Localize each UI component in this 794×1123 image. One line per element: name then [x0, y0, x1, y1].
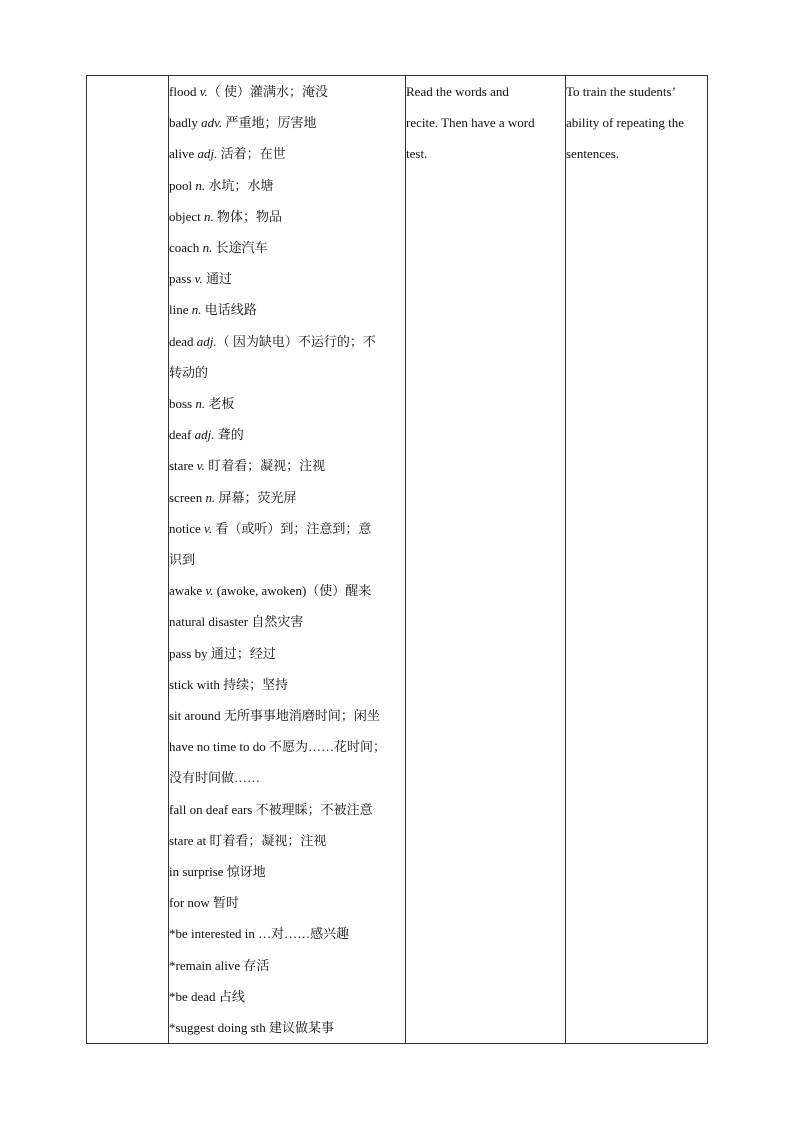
vocab-word: stick with	[169, 676, 220, 692]
vocab-line	[169, 606, 405, 637]
purpose-line: ability of repeating the	[566, 115, 685, 131]
vocab-meaning: 老板	[205, 396, 235, 412]
vocab-meaning: 暂时	[209, 895, 240, 911]
vocab-part-of-speech: adj.	[194, 427, 215, 443]
vocab-line	[169, 76, 405, 107]
vocab-line	[169, 419, 405, 450]
vocab-meaning: 聋的	[214, 427, 244, 443]
vocab-line	[169, 669, 405, 700]
vocab-word: stare	[169, 458, 194, 474]
vocab-word: line	[169, 302, 189, 318]
vocab-word: *remain alive	[169, 957, 241, 973]
vocab-word: stare at	[169, 832, 207, 848]
vocab-meaning: 严重地；厉害地	[222, 115, 317, 131]
vocab-line	[169, 1012, 405, 1043]
vocab-line	[169, 700, 405, 731]
vocab-part-of-speech: v.	[194, 271, 203, 287]
vocab-meaning: …对……感兴趣	[254, 926, 350, 942]
vocab-part-of-speech: adv.	[201, 115, 223, 131]
vocab-word: screen	[169, 489, 203, 505]
vocab-meaning: 通过	[202, 271, 232, 287]
vocab-part-of-speech: n.	[195, 396, 206, 412]
vocab-line	[169, 575, 405, 606]
lesson-plan-table	[86, 75, 708, 1044]
vocab-meaning: 盯着看；凝视；注视	[204, 458, 326, 474]
activity-line: recite. Then have a word	[406, 115, 535, 131]
vocab-line	[169, 544, 405, 575]
vocab-line	[169, 294, 405, 325]
vocab-meaning: 识到	[169, 552, 196, 568]
vocab-part-of-speech: v.	[199, 84, 208, 99]
vocab-word: notice	[169, 520, 201, 536]
purpose-line: To train the students’	[566, 84, 676, 99]
vocab-word: have no time to do	[169, 739, 266, 755]
vocab-word: object	[169, 208, 201, 224]
vocab-line	[169, 950, 405, 981]
vocab-line	[169, 482, 405, 513]
vocab-word: alive	[169, 146, 195, 162]
vocab-line	[169, 107, 405, 138]
vocab-line	[169, 170, 405, 201]
vocab-word: *be dead	[169, 988, 216, 1004]
vocab-line	[169, 450, 405, 481]
vocab-meaning: （ 因为缺电）不运行的；不	[216, 333, 376, 349]
vocab-word: pass by	[169, 645, 208, 661]
vocab-meaning: 持续；坚持	[219, 676, 289, 692]
vocab-part-of-speech: v.	[205, 583, 214, 599]
vocab-meaning: 盯着看；凝视；注视	[206, 832, 327, 848]
vocab-word: pass	[169, 271, 192, 287]
vocab-line	[169, 326, 405, 357]
vocab-part-of-speech: n.	[205, 489, 216, 505]
table-row	[87, 76, 708, 1044]
activity-cell	[406, 76, 566, 1044]
vocab-part-of-speech: v.	[196, 458, 205, 474]
vocab-word: for now	[169, 895, 210, 911]
vocab-part-of-speech: n.	[191, 302, 202, 318]
vocab-word: dead	[169, 333, 194, 349]
vocab-part-of-speech: adj.	[197, 146, 218, 162]
vocab-part-of-speech: n.	[202, 240, 213, 256]
vocab-part-of-speech: adj.	[196, 333, 217, 349]
vocab-meaning: 看（或听）到；注意到；意	[212, 520, 372, 536]
vocab-word: flood	[169, 84, 197, 99]
vocab-meaning: (awoke, awoken)（使）醒来	[213, 583, 372, 599]
vocab-line	[169, 388, 405, 419]
vocab-word: *suggest doing sth	[169, 1020, 266, 1036]
purpose-line: sentences.	[566, 146, 620, 162]
vocab-meaning: 不被理睬；不被注意	[252, 801, 373, 817]
vocab-meaning: （ 使）灌满水；淹没	[207, 84, 329, 99]
vocab-meaning: 活着；在世	[217, 146, 286, 162]
vocab-meaning: 建议做某事	[265, 1020, 335, 1036]
vocab-line	[169, 513, 405, 544]
vocab-line	[169, 731, 405, 762]
vocab-part-of-speech: v.	[204, 520, 213, 536]
vocab-line	[169, 232, 405, 263]
vocabulary-cell	[169, 76, 406, 1044]
activity-line: Read the words and	[406, 84, 509, 99]
vocab-meaning: 占线	[215, 988, 245, 1004]
vocab-meaning: 水坑；水塘	[205, 177, 274, 193]
vocab-line	[169, 138, 405, 169]
vocab-word: deaf	[169, 427, 192, 443]
vocab-line	[169, 762, 405, 793]
vocab-line	[169, 981, 405, 1012]
vocab-meaning: 惊讶地	[223, 864, 266, 880]
vocab-line	[169, 201, 405, 232]
vocab-line	[169, 638, 405, 669]
vocab-line	[169, 794, 405, 825]
vocab-meaning: 电话线路	[201, 302, 257, 318]
vocab-word: in surprise	[169, 864, 224, 880]
vocab-meaning: 不愿为……花时间；	[265, 739, 387, 755]
vocabulary-list	[169, 76, 405, 1043]
vocab-meaning: 物体；物品	[213, 208, 283, 224]
vocab-part-of-speech: n.	[204, 208, 214, 224]
vocab-word: awake	[169, 583, 203, 599]
vocab-word: natural disaster	[169, 614, 249, 630]
vocab-meaning: 存活	[240, 957, 270, 973]
vocab-word: *be interested in	[169, 926, 255, 942]
vocab-line	[169, 918, 405, 949]
vocab-line	[169, 357, 405, 388]
vocab-word: pool	[169, 177, 193, 193]
vocab-word: badly	[169, 115, 198, 131]
vocab-line	[169, 887, 405, 918]
activity-line: test.	[406, 146, 428, 162]
vocab-meaning: 屏幕；荧光屏	[215, 489, 297, 505]
purpose-cell	[566, 76, 708, 1044]
vocab-line	[169, 856, 405, 887]
vocab-word: sit around	[169, 708, 221, 724]
vocab-meaning: 无所事事地消磨时间；闲坐	[220, 708, 380, 724]
vocab-meaning: 自然灾害	[248, 614, 304, 630]
vocab-part-of-speech: n.	[195, 177, 206, 193]
vocab-line	[169, 825, 405, 856]
vocab-meaning: 通过；经过	[207, 645, 276, 661]
vocab-word: boss	[169, 396, 193, 412]
vocab-meaning: 没有时间做……	[169, 770, 261, 786]
empty-step-cell	[87, 76, 169, 1044]
vocab-word: fall on deaf ears	[169, 801, 253, 817]
vocab-word: coach	[169, 240, 200, 256]
vocab-meaning: 转动的	[169, 364, 209, 380]
vocab-meaning: 长途汽车	[212, 240, 268, 256]
vocab-line	[169, 263, 405, 294]
